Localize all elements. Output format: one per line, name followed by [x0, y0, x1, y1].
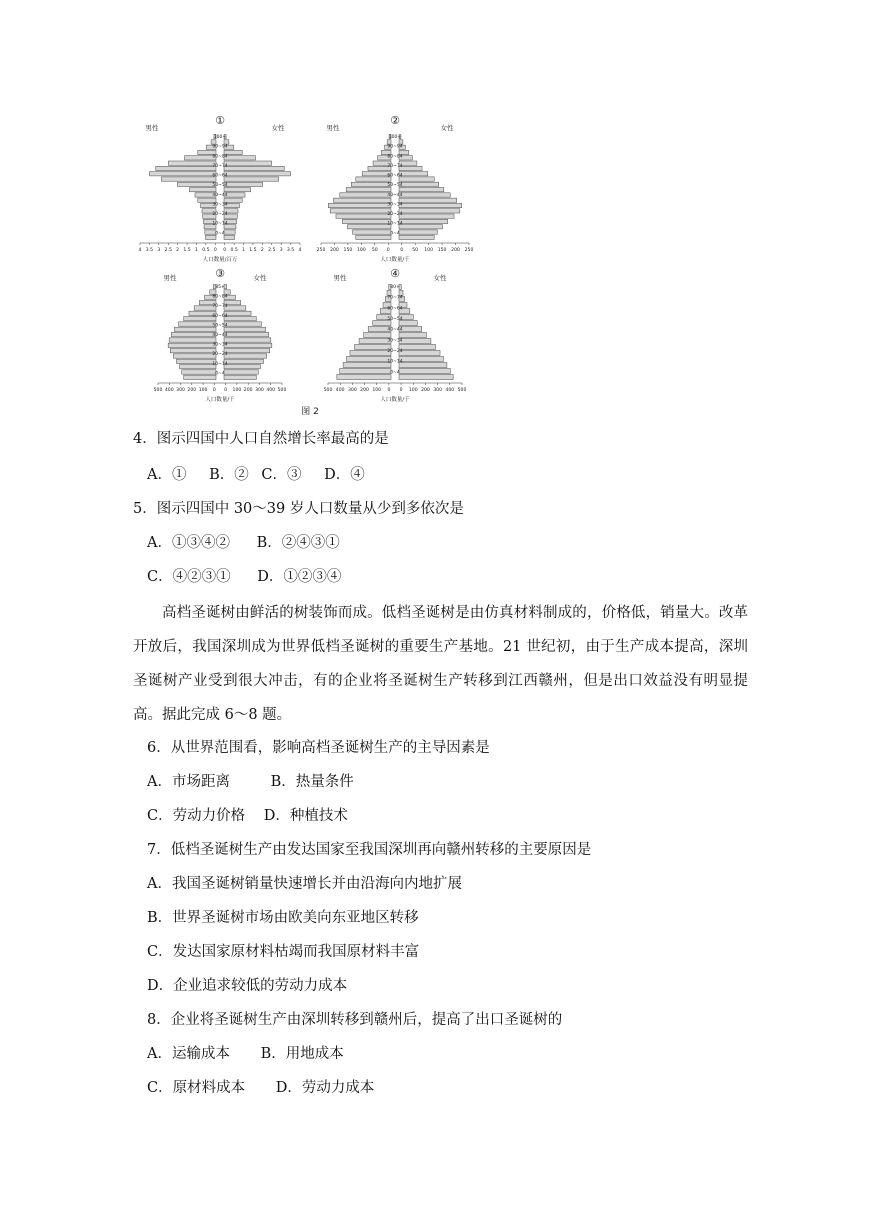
age-label: 10~14: [387, 359, 403, 365]
age-label: 10~14: [212, 361, 228, 367]
female-bar: [399, 230, 437, 234]
age-label: 50~54: [212, 323, 228, 329]
axis-label: 人口数量/千: [205, 397, 235, 403]
tick-label: 3: [157, 248, 161, 253]
axis-label: 人口数量/百万: [202, 257, 238, 263]
pyramid-number: ④: [390, 267, 400, 280]
tick-label: 300: [347, 388, 357, 393]
male-bar: [364, 333, 391, 338]
axis-label: 人口数量/千: [380, 397, 410, 403]
tick-label: 500: [153, 388, 163, 393]
question-7-option-a: A．我国圣诞树销量快速增长并由沿海向内地扩展: [147, 876, 462, 892]
male-label: 男性: [326, 124, 340, 132]
option-d: D．劳动力成本: [275, 1080, 375, 1096]
male-bar: [347, 357, 391, 362]
tick-label: 50: [371, 248, 378, 253]
tick-label: 100: [356, 248, 366, 253]
tick-label: 0.5: [230, 248, 238, 253]
male-bar: [184, 317, 216, 321]
age-label: 30~34: [212, 202, 228, 208]
tick-label: 250: [316, 248, 326, 253]
female-bar: [224, 370, 258, 374]
question-7-option-b: B．世界圣诞树市场由欧美向东亚地区转移: [147, 910, 419, 926]
tick-label: 2.5: [164, 248, 172, 253]
tick-label: 400: [335, 388, 345, 393]
option-b: B．②④③①: [256, 535, 340, 551]
male-bar: [343, 363, 391, 368]
tick-label: 200: [243, 388, 253, 393]
tick-label: 150: [343, 248, 353, 253]
tick-label: 0: [213, 248, 217, 253]
female-bar: [399, 363, 447, 368]
female-bar: [399, 209, 460, 213]
option-a: A．市场距离: [147, 774, 230, 790]
age-label: 0~4: [215, 371, 225, 377]
age-label: 20~24: [212, 212, 228, 218]
tick-label: 0: [212, 388, 216, 393]
male-label: 男性: [333, 274, 347, 282]
female-bar: [224, 327, 266, 331]
tick-label: 0: [400, 248, 404, 253]
female-bar: [399, 182, 439, 186]
male-bar: [351, 182, 391, 186]
female-bar: [399, 235, 434, 239]
male-bar: [168, 161, 216, 165]
age-label: 60~64: [212, 173, 228, 179]
male-bar: [355, 345, 391, 350]
male-bar: [150, 172, 217, 176]
age-label: 60~64: [212, 313, 228, 319]
female-bar: [399, 219, 448, 223]
tick-label: 200: [451, 248, 460, 253]
tick-label: 400: [266, 388, 276, 393]
female-bar: [224, 182, 263, 186]
female-bar: [399, 188, 444, 192]
female-label: 女性: [253, 274, 267, 282]
tick-label: 0: [223, 248, 227, 253]
female-bar: [224, 349, 270, 353]
male-bar: [168, 343, 216, 347]
option-a: A．①③④②: [147, 535, 230, 551]
female-bar: [399, 177, 434, 181]
question-5-stem: 5．图示四国中 30～39 岁人口数量从少到多依次是: [133, 501, 464, 517]
option-c: C．④②③①: [147, 569, 231, 585]
option-d: D．④: [324, 467, 365, 483]
age-label: 0~4: [390, 370, 400, 376]
age-label: 80~84: [212, 154, 228, 160]
tick-label: 2.5: [268, 248, 276, 253]
tick-label: 400: [164, 388, 174, 393]
female-bar: [224, 235, 235, 239]
female-label: 女性: [433, 274, 447, 282]
age-label: 85+: [215, 285, 225, 290]
tick-label: 300: [176, 388, 185, 393]
option-b: B．用地成本: [260, 1046, 344, 1062]
male-bar: [173, 354, 216, 358]
population-pyramids-figure: [135, 112, 485, 422]
tick-label: 200: [421, 388, 430, 393]
option-c: C．③: [261, 467, 302, 483]
male-bar: [184, 375, 216, 379]
female-bar: [399, 375, 453, 380]
male-bar: [340, 369, 391, 374]
female-bar: [399, 214, 454, 218]
tick-label: 100: [372, 388, 382, 393]
male-bar: [346, 188, 391, 192]
tick-label: 300: [255, 388, 264, 393]
pyramid-2: [321, 135, 469, 246]
female-bar: [399, 345, 435, 350]
question-7-stem: 7．低档圣诞树生产由发达国家至我国深圳再向赣州转移的主要原因是: [147, 842, 592, 858]
male-label: 男性: [163, 274, 177, 282]
tick-label: 3.5: [286, 248, 295, 253]
tick-label: 50: [412, 248, 419, 253]
tick-label: 3: [279, 248, 283, 253]
tick-label: 250: [464, 248, 474, 253]
female-bar: [224, 343, 272, 347]
tick-label: 2: [176, 248, 180, 253]
tick-label: 0: [386, 248, 390, 253]
tick-label: 0: [224, 388, 228, 393]
female-bar: [224, 333, 269, 337]
male-bar: [336, 214, 391, 218]
tick-label: 0: [387, 388, 391, 393]
male-bar: [161, 177, 216, 181]
axis-label: 人口数量/千: [380, 257, 410, 263]
age-label: 40~44: [387, 327, 403, 333]
age-label: 0~4: [390, 231, 400, 237]
tick-label: 2: [260, 248, 264, 253]
tick-label: 300: [433, 388, 443, 393]
tick-label: 500: [277, 388, 287, 393]
female-bar: [399, 198, 457, 202]
male-bar: [387, 140, 391, 144]
male-bar: [330, 209, 391, 213]
male-bar: [340, 193, 391, 197]
age-label: 60~64: [387, 173, 403, 179]
male-bar: [359, 339, 391, 344]
age-label: 20~24: [212, 352, 228, 358]
age-label: 40~44: [387, 192, 403, 198]
male-bar: [356, 177, 391, 181]
female-bar: [224, 166, 284, 170]
tick-label: 500: [457, 388, 467, 393]
tick-label: 100: [198, 388, 208, 393]
male-bar: [182, 370, 216, 374]
male-bar: [156, 166, 216, 170]
option-a: A．①: [147, 467, 187, 483]
male-bar: [170, 349, 216, 353]
question-8-options-row1: [147, 1044, 344, 1064]
age-label: 30~34: [387, 202, 403, 208]
female-bar: [224, 322, 261, 326]
question-8-options-row2: [147, 1078, 374, 1098]
male-bar: [347, 225, 391, 229]
female-bar: [399, 172, 428, 176]
age-label: 70~74: [387, 295, 403, 301]
female-bar: [399, 369, 450, 374]
age-label: 100+: [388, 135, 402, 140]
female-bar: [399, 357, 443, 362]
age-label: 40~44: [212, 192, 228, 198]
male-bar: [180, 365, 216, 369]
age-label: 60~64: [387, 306, 403, 312]
tick-label: 1: [242, 248, 245, 253]
question-8-stem: 8．企业将圣诞树生产由深圳转移到赣州后，提高了出口圣诞树的: [147, 1012, 563, 1028]
age-label: 30~34: [212, 342, 228, 348]
age-label: 0~4: [215, 231, 225, 237]
tick-label: 200: [330, 248, 339, 253]
tick-label: 1: [195, 248, 198, 253]
age-label: 70~74: [387, 163, 403, 169]
age-label: 20~24: [387, 349, 403, 354]
female-bar: [224, 172, 291, 176]
male-bar: [174, 327, 216, 331]
option-c: C．劳动力价格: [147, 808, 246, 824]
female-bar: [399, 333, 426, 338]
male-bar: [350, 351, 391, 356]
age-label: 10~14: [212, 221, 228, 227]
female-bar: [399, 203, 462, 207]
option-d: D．种植技术: [263, 808, 348, 824]
male-bar: [178, 182, 217, 186]
option-a: A．运输成本: [147, 1046, 230, 1062]
option-c: C．原材料成本: [147, 1080, 246, 1096]
tick-label: 150: [437, 248, 447, 253]
question-5-options-row2: [147, 567, 341, 587]
age-label: 40~44: [212, 333, 228, 338]
tick-label: 4: [138, 248, 142, 253]
question-4-stem: 4．图示四国中人口自然增长率最高的是: [133, 431, 389, 447]
age-label: 50~54: [212, 183, 228, 189]
age-label: 100+: [213, 135, 227, 140]
pyramid-number: ②: [390, 114, 400, 127]
female-bar: [224, 311, 251, 315]
age-label: 20~24: [387, 212, 403, 218]
tick-label: 100: [408, 388, 418, 393]
tick-label: 200: [360, 388, 369, 393]
tick-label: 4: [298, 248, 302, 253]
male-bar: [328, 203, 391, 207]
reading-passage: 高档圣诞树由鲜活的树装饰而成。低档圣诞树是由仿真材料制成的，价格低，销量大。改革开放后，我国深圳成为世界低档圣诞树的重要生产基地。21 世纪初，由于生产成本提高，深圳圣诞树产业受到很大冲击，有的企业将圣诞树生产转移到江西赣州，但是出口效益没有明显提高。据此完成 6～8 题。: [133, 605, 748, 723]
option-b: B．②: [209, 467, 249, 483]
tick-label: 1.5: [249, 248, 257, 253]
female-bar: [224, 338, 271, 342]
male-bar: [353, 230, 391, 234]
female-bar: [224, 365, 260, 369]
age-label: 80~84: [387, 154, 403, 160]
age-label: 80+: [390, 285, 400, 290]
tick-label: 1.5: [183, 248, 191, 253]
female-bar: [399, 339, 431, 344]
age-label: 30~34: [387, 338, 403, 344]
tick-label: 3.5: [145, 248, 154, 253]
male-bar: [169, 338, 216, 342]
male-bar: [356, 235, 391, 239]
tick-label: 0.5: [202, 248, 210, 253]
female-bar: [224, 290, 230, 294]
tick-label: 100: [232, 388, 242, 393]
question-5-options-row1: [147, 533, 340, 553]
male-bar: [179, 322, 216, 326]
male-bar: [342, 219, 391, 223]
tick-label: 200: [187, 388, 197, 393]
female-bar: [224, 177, 279, 181]
age-label: 50~54: [387, 317, 403, 322]
female-bar: [399, 351, 440, 356]
female-bar: [399, 140, 403, 144]
female-bar: [224, 359, 264, 363]
option-b: B．热量条件: [270, 774, 354, 790]
female-bar: [224, 188, 251, 192]
pyramids-svg: [135, 112, 485, 422]
question-6-stem: 6．从世界范围看，影响高档圣诞树生产的主导因素是: [147, 740, 490, 756]
question-6-options-row2: [147, 806, 348, 826]
pyramid-number: ①: [215, 114, 225, 127]
male-label: 男性: [145, 124, 159, 132]
female-bar: [399, 193, 450, 197]
pyramid-1: [140, 135, 300, 246]
male-bar: [333, 198, 391, 202]
female-bar: [224, 140, 229, 144]
female-bar: [224, 354, 267, 358]
age-label: 10~14: [387, 221, 403, 227]
question-4-options: [147, 465, 365, 485]
option-d: D．①②③④: [257, 569, 342, 585]
female-label: 女性: [271, 124, 285, 132]
male-bar: [171, 333, 216, 337]
age-label: 90~94: [387, 144, 403, 150]
male-bar: [176, 359, 216, 363]
question-7-option-c: C．发达国家原材料枯竭而我国原材料丰富: [147, 944, 420, 960]
male-bar: [337, 375, 391, 380]
tick-label: 100: [424, 248, 434, 253]
female-bar: [399, 225, 443, 229]
age-label: 90~94: [212, 144, 228, 150]
male-bar: [185, 156, 217, 160]
male-bar: [211, 140, 216, 144]
female-bar: [224, 156, 256, 160]
age-label: 50~54: [387, 183, 403, 189]
age-label: 80~84: [212, 294, 228, 300]
female-bar: [224, 317, 256, 321]
female-label: 女性: [440, 124, 454, 132]
question-7-option-d: D．企业追求较低的劳动力成本: [147, 978, 348, 994]
female-bar: [224, 230, 235, 234]
pyramid-number: ③: [215, 267, 225, 280]
tick-label: 500: [323, 388, 333, 393]
question-6-options-row1: [147, 772, 354, 792]
tick-label: 0: [399, 388, 403, 393]
age-label: 70~74: [212, 304, 228, 310]
female-bar: [224, 161, 272, 165]
figure-caption: 图 2: [301, 407, 319, 417]
female-bar: [224, 375, 256, 379]
age-label: 70~74: [212, 163, 228, 169]
tick-label: 400: [445, 388, 455, 393]
male-bar: [210, 290, 216, 294]
